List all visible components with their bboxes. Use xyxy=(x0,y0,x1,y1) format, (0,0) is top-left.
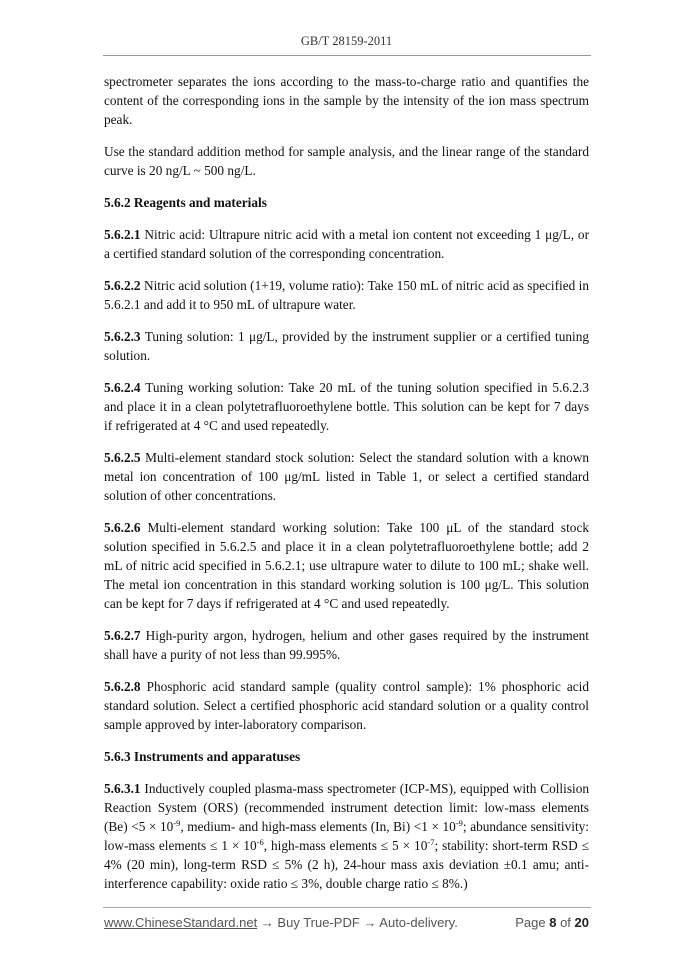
header-rule xyxy=(103,55,591,56)
clause-text: Multi-element standard working solution: Take 100 μL of the standard stock solution specified in 5.6.2.5 and place it in a clean polytetrafluoroethylene bottle; add 2 mL of nitric acid specified in 5.6.2.1; use ultrapure water to dilute to 100 mL; shake well. The metal ion concentration in this standard working solution is 100 μg/L. This solution can be kept for 7 days if refrigerated at 4 °C and used repeatedly. xyxy=(104,520,589,611)
page-word: Page xyxy=(515,915,550,930)
clause-5-6-2-3 xyxy=(104,327,589,365)
clause-5-6-2-4 xyxy=(104,378,589,435)
clause-text: Inductively coupled plasma-mass spectrometer (ICP-MS), equipped with Collision Reaction System (ORS) (recommended instrument detection limit: low-mass elements (Be) <5 × 10 xyxy=(104,781,589,834)
clause-5-6-2-7 xyxy=(104,626,589,664)
page-body xyxy=(104,72,589,906)
section-heading-5-6-3: 5.6.3 Instruments and apparatuses xyxy=(104,749,301,764)
site-link[interactable]: www.ChineseStandard.net xyxy=(104,915,258,930)
paragraph-continued: spectrometer separates the ions according to the mass-to-charge ratio and quantifies the content of the corresponding ions in the sample by the intensity of the ion mass spectrum peak. xyxy=(104,74,589,127)
exponent: -6 xyxy=(256,837,264,847)
of-word: of xyxy=(556,915,575,930)
clause-number: 5.6.2.3 xyxy=(104,329,141,344)
clause-text: ; abundance sensitivity: low-mass elements ≤ 1 × 10 xyxy=(104,819,589,853)
clause-text: ; stability: short-term RSD ≤ 4% (20 min), long-term RSD ≤ 5% (2 h), 24-hour mass axis deviation ±0.1 amu; anti-interference capability: oxide ratio ≤ 3%, double charge ratio ≤ 8%.) xyxy=(104,838,589,891)
promo-text: → Buy True-PDF → Auto-delivery. xyxy=(257,915,458,930)
clause-5-6-2-5 xyxy=(104,448,589,505)
document-id-header: GB/T 28159-2011 xyxy=(300,34,393,48)
exponent: -9 xyxy=(455,818,463,828)
clause-number: 5.6.2.1 xyxy=(104,227,141,242)
clause-text: , high-mass elements ≤ 5 × 10 xyxy=(263,838,428,853)
clause-number: 5.6.2.5 xyxy=(104,450,141,465)
clause-5-6-2-2 xyxy=(104,276,589,314)
clause-text: Nitric acid: Ultrapure nitric acid with a metal ion content not exceeding 1 μg/L, or a certified standard solution of the corresponding concentration. xyxy=(104,227,589,261)
clause-5-6-2-6 xyxy=(104,518,589,613)
clause-number: 5.6.2.7 xyxy=(104,628,141,643)
clause-text: Multi-element standard stock solution: Select the standard solution with a known metal ion concentration of 100 μg/mL listed in Table 1, or select a certified standard solution of other concentrations. xyxy=(104,450,589,503)
exponent: -7 xyxy=(427,837,435,847)
footer-rule xyxy=(103,907,591,908)
clause-text: , medium- and high-mass elements (In, Bi) <1 × 10 xyxy=(180,819,456,834)
clause-text: Tuning solution: 1 μg/L, provided by the instrument supplier or a certified tuning solution. xyxy=(104,329,589,363)
clause-text: Tuning working solution: Take 20 mL of the tuning solution specified in 5.6.2.3 and place it in a clean polytetrafluoroethylene bottle. This solution can be kept for 7 days if refrigerated at 4 °C and used repeatedly. xyxy=(104,380,589,433)
clause-text: High-purity argon, hydrogen, helium and other gases required by the instrument shall have a purity of not less than 99.995%. xyxy=(104,628,589,662)
page-indicator xyxy=(515,915,589,930)
clause-text: Nitric acid solution (1+19, volume ratio): Take 150 mL of nitric acid as specified in 5.6.2.1 and add it to 950 mL of ultrapure water. xyxy=(104,278,589,312)
clause-5-6-3-1 xyxy=(104,779,589,893)
clause-number: 5.6.3.1 xyxy=(104,781,141,796)
clause-number: 5.6.2.4 xyxy=(104,380,141,395)
page-number: 8 xyxy=(549,915,557,930)
section-heading-5-6-2: 5.6.2 Reagents and materials xyxy=(104,195,267,210)
paragraph-standard-addition: Use the standard addition method for sample analysis, and the linear range of the standard curve is 20 ng/L ~ 500 ng/L. xyxy=(104,144,589,178)
exponent: -9 xyxy=(173,818,181,828)
clause-5-6-2-1 xyxy=(104,225,589,263)
footer xyxy=(104,915,589,933)
clause-text: Phosphoric acid standard sample (quality control sample): 1% phosphoric acid standard solution. Select a certified phosphoric acid standard solution or a quality control sample approved by inter-laboratory comparison. xyxy=(104,679,589,732)
clause-number: 5.6.2.6 xyxy=(104,520,141,535)
clause-number: 5.6.2.2 xyxy=(104,278,141,293)
clause-number: 5.6.2.8 xyxy=(104,679,141,694)
clause-5-6-2-8 xyxy=(104,677,589,734)
page-total: 20 xyxy=(574,915,589,930)
